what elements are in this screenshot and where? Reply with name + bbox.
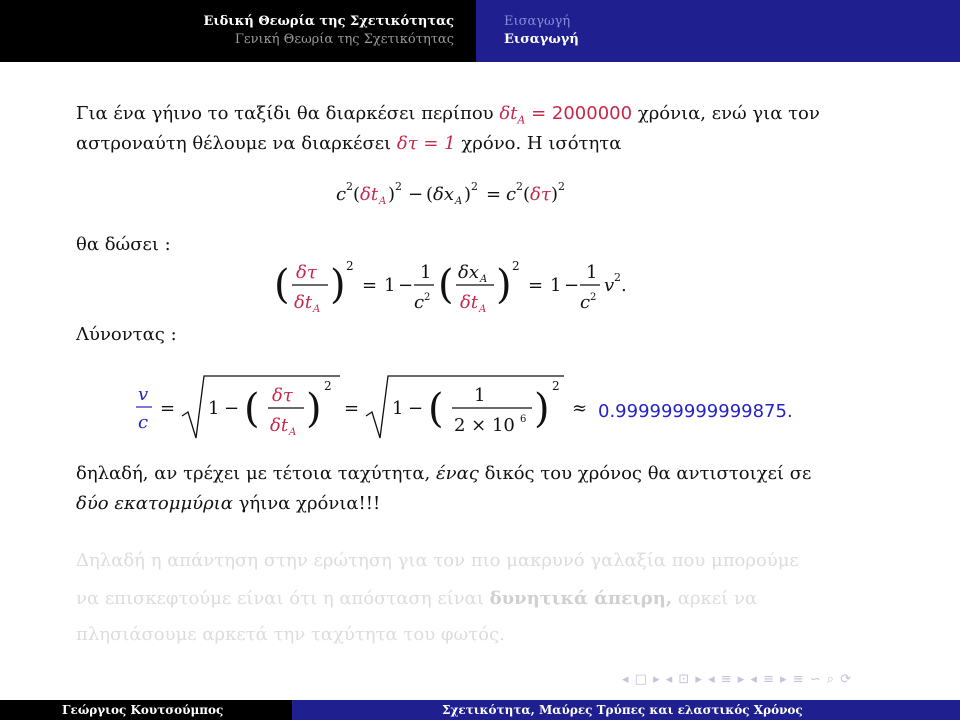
text: γήινα χρόνια!!! xyxy=(238,493,381,514)
svg-text:6: 6 xyxy=(520,414,527,425)
text-bold: δυνητικά άπειρη, xyxy=(489,588,673,609)
equation-ratio-svg xyxy=(272,252,702,324)
svg-text:−: − xyxy=(408,398,424,419)
svg-text:=: = xyxy=(344,398,360,419)
svg-text:c: c xyxy=(580,292,591,313)
text: να επισκεφτούμε είναι ότι η απόσταση είναι xyxy=(76,588,484,609)
faded-line2 xyxy=(76,588,757,609)
svg-text:−: − xyxy=(398,275,414,296)
svg-text:δτ: δτ xyxy=(272,385,293,406)
svg-text:c: c xyxy=(138,412,149,433)
svg-text:A: A xyxy=(313,304,321,315)
footer-title xyxy=(292,700,960,720)
svg-text:(: ( xyxy=(523,184,531,205)
label-will-give: θα δώσει : xyxy=(76,234,171,255)
svg-text:−: − xyxy=(408,184,424,205)
text-emphasis: δύο εκατομμύρια xyxy=(76,493,233,514)
svg-text:−: − xyxy=(224,398,240,419)
equation-interval-svg xyxy=(334,176,634,210)
svg-text:2 × 10: 2 × 10 xyxy=(454,415,515,436)
svg-text:A: A xyxy=(455,196,463,207)
text: δηλαδή, αν τρέχει με τέτοια ταχύτητα, xyxy=(76,463,431,484)
math-sub: A xyxy=(517,113,526,127)
math-value: = 2000000 xyxy=(525,103,633,124)
svg-text:1: 1 xyxy=(586,262,598,283)
svg-text:1: 1 xyxy=(550,275,562,296)
svg-text:A: A xyxy=(479,304,487,315)
header-subsection-nav xyxy=(476,0,960,62)
header-subsection-inactive[interactable]: Εισαγωγή xyxy=(504,14,571,29)
math-delta-tau: δτ = 1 xyxy=(396,133,456,154)
text: αρκεί να xyxy=(677,588,758,609)
equation-ratio xyxy=(272,252,702,328)
math-text: δt xyxy=(499,103,518,124)
svg-text:): ) xyxy=(306,386,322,432)
equation-velocity-svg xyxy=(134,366,604,446)
text: αστροναύτη θέλουμε να διαρκέσει xyxy=(76,133,392,154)
svg-text:): ) xyxy=(551,184,559,205)
svg-text:2: 2 xyxy=(424,292,431,303)
svg-text:(: ( xyxy=(428,386,444,432)
svg-text:A: A xyxy=(379,196,387,207)
para1-line1 xyxy=(76,103,820,127)
text: χρόνο. Η ισότητα xyxy=(461,133,622,154)
svg-text:.: . xyxy=(621,275,627,296)
header-section-current[interactable]: Ειδική Θεωρία της Σχετικότητας xyxy=(203,14,454,29)
text: Για ένα γήινο το ταξίδι θα διαρκέσει περίπου xyxy=(76,103,494,124)
svg-text:2: 2 xyxy=(395,180,402,193)
svg-text:=: = xyxy=(362,275,378,296)
svg-text:2: 2 xyxy=(346,259,354,273)
svg-text:(: ( xyxy=(244,386,260,432)
header-section-nav xyxy=(0,0,476,62)
svg-text:2: 2 xyxy=(512,259,520,273)
para2-line1 xyxy=(76,463,811,484)
svg-text:(: ( xyxy=(438,262,454,308)
svg-text:δt: δt xyxy=(360,184,379,205)
para1-line2 xyxy=(76,133,621,154)
svg-text:=: = xyxy=(486,184,502,205)
svg-text:=: = xyxy=(160,398,176,419)
beamer-navigation-symbols[interactable]: ◂ □ ▸ ◂ ⊡ ▸ ◂ ≡ ▸ ◂ ≡ ▸ ≡ ∽ ⌕ ⟳ xyxy=(622,672,853,687)
math-delta-ta xyxy=(499,103,633,127)
svg-text:1: 1 xyxy=(384,275,396,296)
svg-text:(: ( xyxy=(353,184,361,205)
svg-text:v: v xyxy=(138,384,149,405)
svg-text:δτ: δτ xyxy=(296,262,317,283)
result-value: 0.999999999999875. xyxy=(598,401,793,422)
footer-author xyxy=(0,700,292,720)
faded-line3: πλησιάσουμε αρκετά την ταχύτητα του φωτός. xyxy=(76,624,505,645)
svg-text:A: A xyxy=(480,274,488,285)
svg-text:δt: δt xyxy=(270,415,289,436)
svg-text:2: 2 xyxy=(590,292,597,303)
svg-text:2: 2 xyxy=(324,379,332,393)
svg-text:−: − xyxy=(564,275,580,296)
svg-text:2: 2 xyxy=(516,180,523,193)
svg-text:): ) xyxy=(464,184,472,205)
svg-text:δx: δx xyxy=(458,262,479,283)
svg-text:2: 2 xyxy=(471,180,478,193)
footer-author-text: Γεώργιος Κουτσούμπος xyxy=(62,703,224,717)
svg-text:1: 1 xyxy=(208,398,220,419)
svg-text:c: c xyxy=(414,292,425,313)
footer-title-text: Σχετικότητα, Μαύρες Τρύπες και ελαστικός Χρόνος xyxy=(442,703,803,717)
svg-text:2: 2 xyxy=(558,180,565,193)
text: δικός του χρόνος θα αντιστοιχεί σε xyxy=(484,463,812,484)
svg-text:δτ: δτ xyxy=(530,184,551,205)
svg-text:δt: δt xyxy=(460,292,479,313)
svg-text:δx: δx xyxy=(433,184,454,205)
svg-text:2: 2 xyxy=(614,271,621,284)
svg-text:1: 1 xyxy=(420,262,432,283)
svg-text:): ) xyxy=(330,262,346,308)
svg-text:): ) xyxy=(496,262,512,308)
svg-text:2: 2 xyxy=(346,180,353,193)
text: χρόνια, ενώ για τον xyxy=(637,103,820,124)
header-subsection-current[interactable]: Εισαγωγή xyxy=(504,32,579,47)
svg-text:2: 2 xyxy=(552,379,560,393)
svg-text:=: = xyxy=(528,275,544,296)
header-section-other[interactable]: Γενική Θεωρία της Σχετικότητας xyxy=(234,32,454,47)
svg-text:v: v xyxy=(604,275,615,296)
svg-text:c: c xyxy=(506,184,517,205)
label-solving: Λύνοντας : xyxy=(76,324,177,345)
svg-text:1: 1 xyxy=(392,398,404,419)
svg-text:(: ( xyxy=(426,184,434,205)
para2-line2 xyxy=(76,493,380,514)
svg-text:δt: δt xyxy=(294,292,313,313)
svg-text:): ) xyxy=(534,386,550,432)
svg-text:): ) xyxy=(388,184,396,205)
svg-text:≈: ≈ xyxy=(572,398,588,419)
faded-line1: Δηλαδή η απάντηση στην ερώτηση για τον πιο μακρυνό γαλαξία που μπορούμε xyxy=(76,550,799,571)
svg-text:1: 1 xyxy=(474,385,486,406)
svg-text:c: c xyxy=(336,184,347,205)
equation-velocity xyxy=(134,366,604,450)
text-emphasis: ένας xyxy=(435,463,479,484)
slide-header xyxy=(0,0,960,62)
svg-text:(: ( xyxy=(274,262,290,308)
equation-interval xyxy=(334,176,634,214)
svg-text:A: A xyxy=(289,427,297,438)
